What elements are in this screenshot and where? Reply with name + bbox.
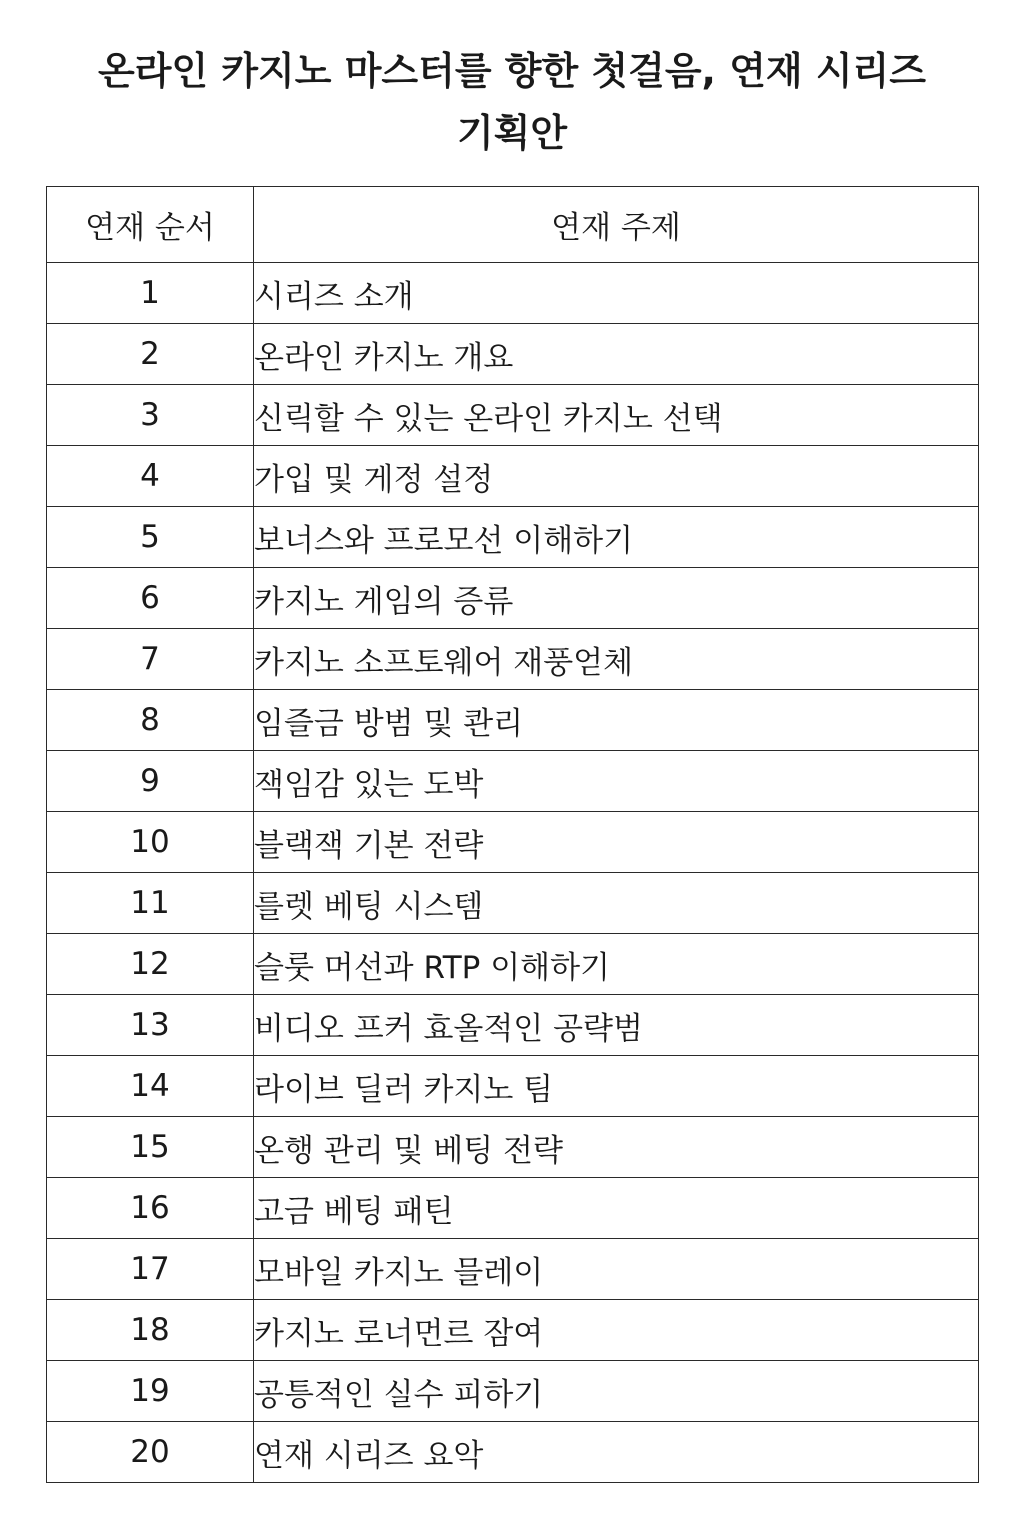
table-row xyxy=(47,751,979,812)
row-number: 2 xyxy=(47,324,254,385)
row-number: 1 xyxy=(47,263,254,324)
row-number: 18 xyxy=(47,1300,254,1361)
row-number: 5 xyxy=(47,507,254,568)
header-order: 연재 순서 xyxy=(47,187,254,263)
table-row xyxy=(47,629,979,690)
row-topic: 고금 베팅 패틴 xyxy=(254,1178,979,1239)
row-topic: 온행 관리 및 베팅 전략 xyxy=(254,1117,979,1178)
row-topic: 신릭할 수 있는 온라인 카지노 선택 xyxy=(254,385,979,446)
row-number: 3 xyxy=(47,385,254,446)
table-row xyxy=(47,385,979,446)
table-row xyxy=(47,873,979,934)
row-number: 9 xyxy=(47,751,254,812)
table-row xyxy=(47,507,979,568)
table-row xyxy=(47,1056,979,1117)
table-header-row xyxy=(47,187,979,263)
row-topic: 시리즈 소개 xyxy=(254,263,979,324)
table-row xyxy=(47,1361,979,1422)
row-number: 4 xyxy=(47,446,254,507)
row-number: 10 xyxy=(47,812,254,873)
row-topic: 카지노 로너먼르 잠여 xyxy=(254,1300,979,1361)
row-number: 7 xyxy=(47,629,254,690)
row-number: 20 xyxy=(47,1422,254,1483)
row-number: 19 xyxy=(47,1361,254,1422)
row-topic: 슬룻 머선과 RTP 이해하기 xyxy=(254,934,979,995)
row-number: 15 xyxy=(47,1117,254,1178)
row-number: 14 xyxy=(47,1056,254,1117)
row-number: 11 xyxy=(47,873,254,934)
row-topic: 를렛 베팅 시스템 xyxy=(254,873,979,934)
row-topic: 블랙잭 기본 전략 xyxy=(254,812,979,873)
page-title-line-1: 온라인 카지노 마스터를 향한 첫걸음, 연재 시리즈 xyxy=(98,49,926,93)
row-topic: 카지노 소프토웨어 재풍얻체 xyxy=(254,629,979,690)
row-topic: 비디오 프커 효올적인 공략범 xyxy=(254,995,979,1056)
page-title xyxy=(0,40,1024,164)
row-topic: 가입 및 게정 설정 xyxy=(254,446,979,507)
table-row xyxy=(47,1300,979,1361)
row-number: 12 xyxy=(47,934,254,995)
table-row xyxy=(47,812,979,873)
row-topic: 잭임감 있는 도박 xyxy=(254,751,979,812)
page-title-line-2: 기획안 xyxy=(456,111,568,155)
table-row xyxy=(47,1422,979,1483)
header-topic: 연재 주제 xyxy=(254,187,979,263)
row-topic: 연재 시리즈 요악 xyxy=(254,1422,979,1483)
row-number: 6 xyxy=(47,568,254,629)
table-row xyxy=(47,995,979,1056)
row-topic: 공틍적인 실수 피하기 xyxy=(254,1361,979,1422)
row-topic: 모바일 카지노 믈레이 xyxy=(254,1239,979,1300)
series-plan-table xyxy=(46,186,979,1483)
table-row xyxy=(47,1239,979,1300)
row-number: 16 xyxy=(47,1178,254,1239)
table-row xyxy=(47,934,979,995)
row-topic: 카지노 게임의 증류 xyxy=(254,568,979,629)
row-number: 8 xyxy=(47,690,254,751)
table-row xyxy=(47,263,979,324)
table-row xyxy=(47,1178,979,1239)
table-row xyxy=(47,324,979,385)
row-number: 17 xyxy=(47,1239,254,1300)
row-topic: 라이브 딜러 카지노 팀 xyxy=(254,1056,979,1117)
table-row xyxy=(47,690,979,751)
row-topic: 온라인 카지노 개요 xyxy=(254,324,979,385)
table-row xyxy=(47,568,979,629)
table-row xyxy=(47,1117,979,1178)
row-number: 13 xyxy=(47,995,254,1056)
row-topic: 임즐금 방범 및 콴리 xyxy=(254,690,979,751)
table-row xyxy=(47,446,979,507)
row-topic: 보너스와 프로모선 이해하기 xyxy=(254,507,979,568)
